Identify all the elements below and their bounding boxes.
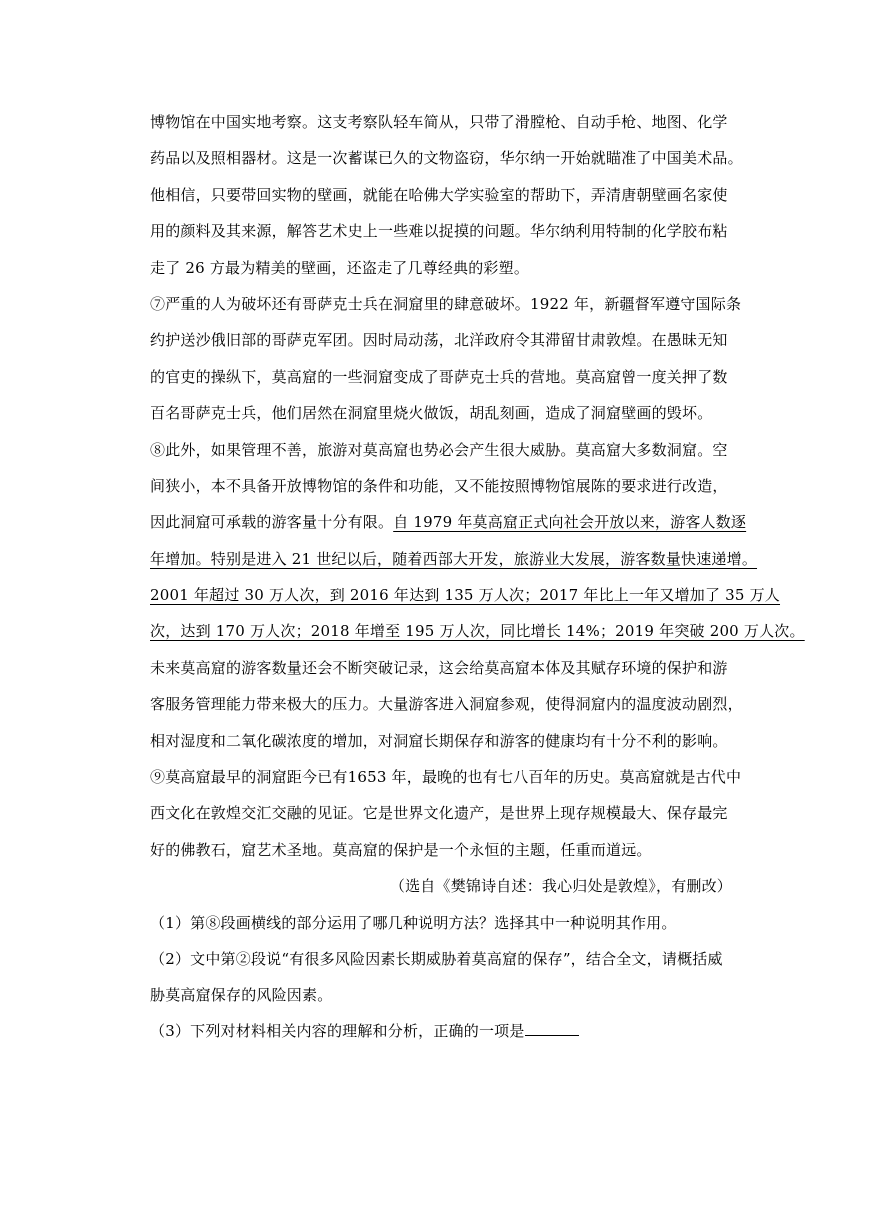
text-line-mixed [150, 504, 747, 540]
text-line: 相对湿度和二氧化碳浓度的增加，对洞窟长期保存和游客的健康均有十分不利的影响。 [150, 731, 728, 750]
question-2-line-1: （2）文中第②段说“有很多风险因素长期威胁着莫高窟的保存”，结合全文，请概括威 [150, 949, 723, 968]
underlined-line: 次，达到 170 万人次；2018 年增至 195 万人次，同比增长 14%；2019 年突破 200 万人次。 [150, 622, 805, 641]
paragraph-6 [150, 104, 743, 286]
text-line: ⑨莫高窟最早的洞窟距今已有1653 年，最晚的也有七八百年的历史。莫高窟就是古代中 [150, 768, 742, 787]
paragraph-8 [150, 432, 805, 760]
paragraph-7 [150, 286, 740, 432]
question-3 [150, 1013, 740, 1049]
paragraph-9 [150, 759, 740, 868]
text-line: 西文化在敦煌交汇交融的见证。它是世界文化遗产，是世界上现存规模最大、保存最完 [150, 804, 728, 823]
underlined-text: 自 1979 年莫高窟正式向社会开放以来，游客人数逐 [393, 513, 747, 532]
questions [150, 905, 740, 1049]
text-line: 用的颜料及其来源，解答艺术史上一些难以捉摸的问题。华尔纳利用特制的化学胶布粘 [150, 222, 728, 241]
underlined-line: 年增加。特别是进入 21 世纪以后，随着西部大开发，旅游业大发展，游客数量快速递增。 [150, 549, 758, 568]
document-page [150, 104, 805, 1049]
text-line: 未来莫高窟的游客数量还会不断突破记录，这会给莫高窟本体及其赋存环境的保护和游 [150, 658, 728, 677]
text-plain: 因此洞窟可承载的游客量十分有限。 [150, 513, 394, 532]
text-line: 走了 26 方最为精美的壁画，还盗走了几尊经典的彩塑。 [150, 258, 530, 277]
answer-blank[interactable] [525, 1021, 579, 1036]
underlined-line: 2001 年超过 30 万人次，到 2016 年达到 135 万人次；2017 年比上一年又增加了 35 万人 [150, 586, 781, 605]
text-line: 他相信，只要带回实物的壁画，就能在哈佛大学实验室的帮助下，弄清唐朝壁画名家使 [150, 185, 728, 204]
text-line: 约护送沙俄旧部的哥萨克军团。因时局动荡，北洋政府令其滞留甘肃敦煌。在愚昧无知 [150, 331, 728, 350]
text-line: 好的佛教石，窟艺术圣地。莫高窟的保护是一个永恒的主题，任重而道远。 [150, 840, 652, 859]
text-line: 博物馆在中国实地考察。这支考察队轻车简从，只带了滑膛枪、自动手枪、地图、化学 [150, 113, 728, 131]
text-line: 客服务管理能力带来极大的压力。大量游客进入洞窟参观，使得洞窟内的温度波动剧烈， [150, 695, 743, 714]
question-3-text: （3）下列对材料相关内容的理解和分析，正确的一项是 [150, 1021, 525, 1040]
text-line: 药品以及照相器材。这是一次蓄谋已久的文物盗窃，华尔纳一开始就瞄准了中国美术品。 [150, 149, 743, 168]
text-line: ⑧此外，如果管理不善，旅游对莫高窟也势必会产生很大威胁。莫高窟大多数洞窟。空 [150, 440, 728, 459]
question-2-line-2: 胁莫高窟保存的风险因素。 [150, 985, 333, 1004]
text-line: 百名哥萨克士兵，他们居然在洞窟里烧火做饭，胡乱刻画，造成了洞窟壁画的毁坏。 [150, 404, 713, 423]
source-citation: （选自《樊锦诗自述：我心归处是敦煌》，有删改） [389, 877, 732, 896]
text-line: 的官吏的操纵下，莫高窟的一些洞窟变成了哥萨克士兵的营地。莫高窟曾一度关押了数 [150, 367, 728, 386]
text-line: ⑦严重的人为破坏还有哥萨克士兵在洞窟里的肆意破坏。1922 年，新疆督军遵守国际条 [150, 294, 742, 313]
text-line: 间狭小，本不具备开放博物馆的条件和功能，又不能按照博物馆展陈的要求进行改造， [150, 476, 728, 495]
question-1: （1）第⑧段画横线的部分运用了哪几种说明方法？选择其中一种说明其作用。 [150, 913, 677, 932]
